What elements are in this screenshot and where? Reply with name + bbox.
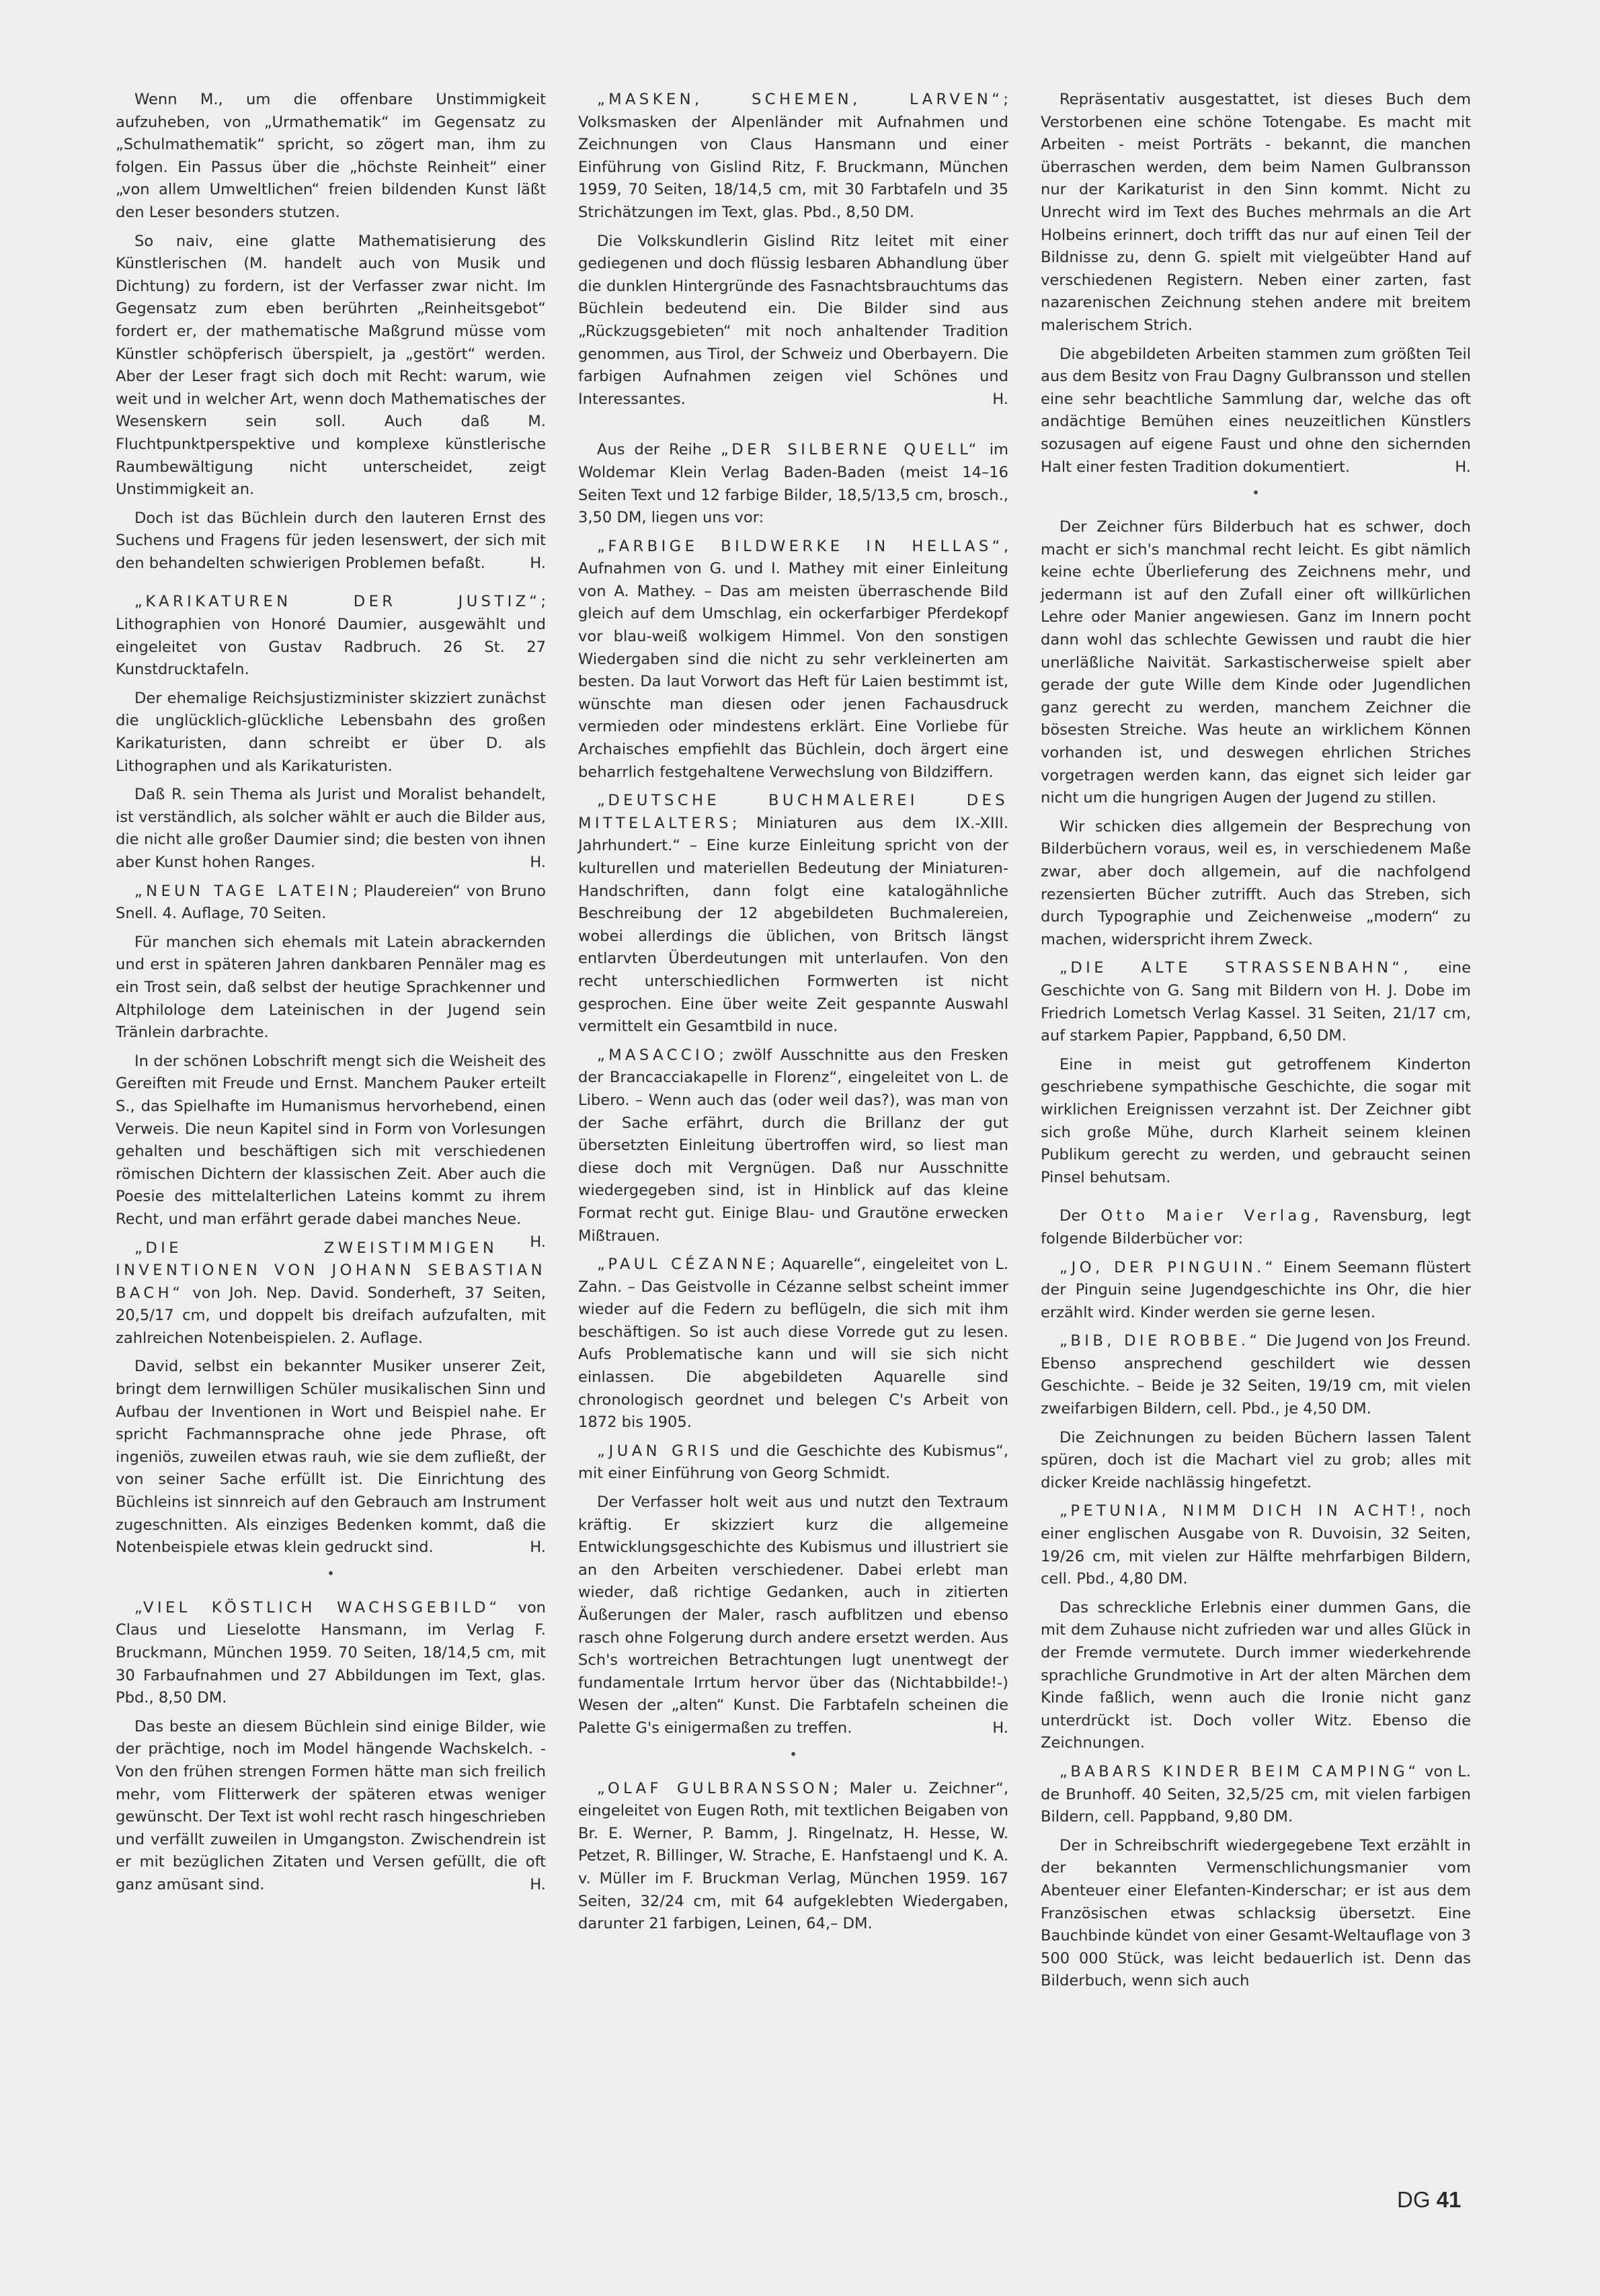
review-heading-juan-gris: „JUAN GRIS und die Geschichte des Kubismus“, mit einer Einführung von Georg Schmidt.	[578, 1442, 1008, 1483]
review-text: Wenn M., um die offenbare Unstimmigkeit aufzuheben, von „Urmathematik“ im Gegensatz zu „Schulmathematik“ spricht, so zögert man, ihm zu folgen. Ein Passus über die „höchste Reinheit“ einer „von allem Umweltlichen“ freien bildenden Kunst läßt den Leser besonders stutzen.	[116, 91, 546, 221]
book-title: „KARIKATUREN DER JUSTIZ“	[134, 593, 541, 611]
review-text: Das beste an diesem Büchlein sind einige Bilder, wie der prächtige, noch im Model hängende Wachskelch. - Von den frühen strengen Formen hätte man sich freilich mehr, vom Flitterwerk der späteren etwas weniger gewünscht. Der Text ist wohl recht rasch hingeschrieben und verfällt zuweilen in Umgangston. Zwischendrein ist er mit bezüglichen Zitaten und Versen gefüllt, die oft ganz amüsant sind. H.	[116, 1716, 546, 1897]
page-number	[1397, 2187, 1461, 2213]
book-title: „VIEL KÖSTLICH WACHSGEBILD“	[134, 1598, 501, 1616]
separator-bullet: •	[327, 1565, 335, 1582]
review-heading-wachsgebild: „VIEL KÖSTLICH WACHSGEBILD“ von Claus und Lieselotte Hansmann, im Verlag F. Bruckmann, München 1959. 70 Seiten, 18/14,5 cm, mit 30 Farbaufnahmen und 27 Abbildungen im Text, glas. Pbd., 8,50 DM.	[116, 1598, 546, 1707]
review-heading-masken: „MASKEN, SCHEMEN, LARVEN“; Volksmasken der Alpenländer mit Aufnahmen und Zeichnungen von Claus Hansmann und einer Einführung von Gislind Ritz, F. Bruckmann, München 1959, 70 Seiten, 18/14,5 cm, mit 30 Farbtafeln und 35 Strichätzungen im Text, glas. Pbd., 8,50 DM.	[578, 91, 1008, 221]
publisher-name: Otto Maier Verlag	[1101, 1207, 1314, 1225]
series-intro: Aus der Reihe „DER SILBERNE QUELL“ im Woldemar Klein Verlag Baden-Baden (meist 14–16 Seiten Text und 12 farbige Bilder, 18,5/13,5 cm, brosch., 3,50 DM, liegen uns vor:	[578, 441, 1008, 527]
review-text: Der ehemalige Reichsjustizminister skizziert zunächst die unglücklich-glückliche Lebensbahn des großen Karikaturisten, dann schreibt er über D. als Lithographen und als Karikaturisten.	[116, 689, 546, 775]
book-title: „DIE ZWEISTIMMIGEN INVENTIONEN VON JOHANN SEBASTIAN BACH“	[116, 1239, 546, 1302]
review-text: So naiv, eine glatte Mathematisierung des Künstlerischen (M. handelt auch von Musik und Dichtung) zu fordern, ist der Verfasser zwar nicht. Im Gegensatz zum eben berührten „Reinheitsgebot“ fordert er, der mathematische Maßgrund müsse vom Künstler schöpferisch überspielt, ja „gestört“ werden. Aber der Leser fragt sich doch mit Recht: warum, wie weit und in welcher Art, wenn doch Mathematisches der Wesenskern sein soll. Auch daß M. Fluchtpunktperspektive und komplexe künstlerische Raumbewältigung nicht unterscheidet, zeigt Unstimmigkeit an.	[116, 232, 546, 499]
author-initial: H.	[1455, 458, 1471, 476]
review-heading-hellas: „FARBIGE BILDWERKE IN HELLAS“, Aufnahmen von G. und I. Mathey mit einer Einleitung von A. Mathey. – Das am meisten überraschende Bild gleich auf dem Umschlag, ein ockerfarbiger Pferdekopf vor blau-weiß wolkigem Himmel. Von den sonstigen Wiedergaben sind die nicht zu sehr verkleinerten am besten. Da laut Vorwort das Heft für Laien bestimmt ist, wünschte man diesen oder jenen Fachausdruck vermieden oder mindestens erklärt. Eine Vorliebe für Archaisches empfiehlt das Büchlein, doch ärgert eine beharrlich festgehaltene Verwechslung von Bildziffern.	[578, 537, 1008, 781]
review-text: Das schreckliche Erlebnis einer dummen Gans, die mit dem Zuhause nicht zufrieden war und alles Glück in der Fremde vermutete. Durch immer wiederkehrende sprachliche Grundmotive in Art der alten Märchen dem Kinde faßlich, wenn auch die Ironie nicht ganz unterdrückt ist. Doch voller Witz. Ebenso die Zeichnungen.	[1041, 1598, 1471, 1752]
author-initial: H.	[530, 1539, 546, 1557]
review-heading-inventionen: „DIE ZWEISTIMMIGEN INVENTIONEN VON JOHANN SEBASTIAN BACH“ von Joh. Nep. David. Sonderheft, 37 Seiten, 20,5/17 cm, und doppelt bis dreifach aufzufalten, mit zahlreichen Notenbeispielen. 2. Auflage.	[116, 1239, 546, 1347]
magazine-abbrev: DG	[1397, 2187, 1431, 2212]
review-text: Die Zeichnungen zu beiden Büchern lassen Talent spüren, doch ist die Machart viel zu grob; alles mit dicker Kreide nachlässig hingefetzt.	[1041, 1428, 1471, 1491]
book-title: „BIB, DIE ROBBE.“	[1059, 1332, 1261, 1350]
page-number-value: 41	[1436, 2187, 1462, 2212]
review-text: David, selbst ein bekannter Musiker unserer Zeit, bringt dem lernwilligen Schüler musikalischen Sinn und Aufbau der Inventionen in Wort und Beispiel nahe. Er spricht Fachmannsprache ohne jede Phrase, oft ingeniös, zuweilen etwas rauh, wie sie dem zufließt, der von seiner Sache erfüllt ist. Die Einrichtung des Büchleins ist sinnreich auf den Gebrauch am Instrument zugeschnitten. Als einziges Bedenken kommt, daß die Notenbeispiele etwas klein gedruckt sind. H.	[116, 1356, 546, 1559]
review-text: Der in Schreibschrift wiedergegebene Text erzählt in der bekannten Vermenschlichungsmanier vom Abenteuer einer Elefanten-Kinderschar; er ist aus dem Französischen etwas schlacksig übersetzt. Eine Bauchbinde kündet von einer Gesamt-Weltauflage von 3 500 000 Stück, was leicht bedauerlich ist. Denn das Bilderbuch, wenn sich auch	[1041, 1836, 1471, 1990]
review-text: Die abgebildeten Arbeiten stammen zum größten Teil aus dem Besitz von Frau Dagny Gulbransson und stellen eine sehr beachtliche Sammlung dar, welche das oft andächtige Bemühen eines neuzeitlichen Künstlers sozusagen auf eigene Faust und ohne den sichernden Halt einer festen Tradition dokumentiert. H.	[1041, 343, 1471, 479]
review-heading-robbe: „BIB, DIE ROBBE.“ Die Jugend von Jos Freund. Ebenso ansprechend geschildert wie dessen Geschichte. – Beide je 32 Seiten, 19/19 cm, mit vielen zweifarbigen Bildern, cell. Pbd., je 4,50 DM.	[1041, 1332, 1471, 1418]
review-text: Repräsentativ ausgestattet, ist dieses Buch dem Verstorbenen eine schöne Totengabe. Es macht mit Arbeiten - meist Porträts - bekannt, die manchen überraschen werden, dem beim Namen Gulbransson nur der Karikaturist in den Sinn kommt. Nicht zu Unrecht wird im Text des Buches mehrmals an die Art Holbeins erinnert, doch trifft das nur auf einen Teil der Bildnisse zu, denn G. spielt mit vielgeübter Hand auf verschiedenen Registern. Neben einer zarten, fast nazarenischen Zeichnung stehen andere mit breitem malerischem Strich.	[1041, 91, 1471, 334]
column-right	[1041, 89, 1471, 1999]
review-heading-karikaturen: „KARIKATUREN DER JUSTIZ“; Lithographien von Honoré Daumier, ausgewählt und eingeleitet von Gustav Radbruch. 26 St. 27 Kunstdrucktafeln.	[116, 593, 546, 679]
review-heading-cezanne: „PAUL CÉZANNE; Aquarelle“, eingeleitet von L. Zahn. – Das Geistvolle in Cézanne selbst scheint immer wieder auf die Federn zu beflügeln, die sich mit ihm beschäftigen. So ist auch diese Vorrede gut zu lesen. Aufs Problematische kann und will sie sich nicht einlassen. Die abgebildeten Aquarelle sind chronologisch geordnet und belegen C's Arbeit von 1872 bis 1905.	[578, 1256, 1008, 1432]
book-title: „NEUN TAGE LATEIN	[134, 882, 353, 900]
review-heading-pinguin: „JO, DER PINGUIN.“ Einem Seemann flüstert der Pinguin seine Jugendgeschichte ins Ohr, die hier erzählt wird. Kinder werden sie gerne lesen.	[1041, 1258, 1472, 1321]
review-text: Daß R. sein Thema als Jurist und Moralist behandelt, ist verständlich, als solcher wählt er auch die Bilder aus, die nicht alle großer Daumier sind; die besten von ihnen aber Kunst hohen Ranges. H.	[116, 784, 546, 874]
review-heading-masaccio: „MASACCIO; zwölf Ausschnitte aus den Fresken der Brancacciakapelle in Florenz“, eingeleitet von L. de Libero. – Wenn auch das (oder weil das?), was man von der Sache erfährt, durch die Brillanz der gut übersetzten Einleitung übertroffen wird, so liest man diese doch mit Vergnügen. Daß nur Ausschnitte wiedergegeben sind, ist in Hinblick auf das kleine Format recht gut. Einige Blau- und Grautöne erwecken Mißtrauen.	[578, 1046, 1008, 1245]
review-heading-babar: „BABARS KINDER BEIM CAMPING“ von L. de Brunhoff. 40 Seiten, 32,5/25 cm, mit vielen farbigen Bildern, cell. Pappband, 9,80 DM.	[1041, 1762, 1471, 1826]
column-left	[116, 89, 546, 1903]
book-title: „MASACCIO	[597, 1046, 719, 1064]
review-text: Für manchen sich ehemals mit Latein abrackernden und erst in späteren Jahren dankbaren Pennäler mag es ein Trost sein, daß selbst der heutige Sprachkenner und Altphilologe dem Lateinischen in der Jugend sein Tränlein darbrachte.	[116, 933, 546, 1042]
book-title: „MASKEN, SCHEMEN, LARVEN“	[597, 91, 1004, 108]
book-title: „FARBIGE BILDWERKE IN HELLAS“	[597, 537, 1004, 555]
review-text: Wir schicken dies allgemein der Besprechung von Bilderbüchern voraus, weil es, in verschiedenem Maße zwar, aber doch allgemein, auf die nachfolgend rezensierten Bücher zutrifft. Auch das Streben, sich durch Typographie und Zeichenweise „modern“ zu machen, widerspricht ihrem Zweck.	[1041, 817, 1471, 948]
review-text: Doch ist das Büchlein durch den lauteren Ernst des Suchens und Fragens für jeden lesenswert, der sich mit den behandelten schwierigen Problemen befaßt. H.	[116, 507, 546, 575]
review-heading-strassenbahn: „DIE ALTE STRASSENBAHN“, eine Geschichte von G. Sang mit Bildern von H. J. Dobe im Friedrich Lometsch Verlag Kassel. 31 Seiten, 21/17 cm, auf starkem Papier, Pappband, 6,50 DM.	[1041, 959, 1472, 1045]
review-heading-neun-tage-latein: „NEUN TAGE LATEIN; Plaudereien“ von Bruno Snell. 4. Auflage, 70 Seiten.	[116, 882, 546, 923]
author-initial: H.	[992, 1719, 1008, 1737]
book-title: „DIE ALTE STRASSENBAHN“	[1059, 959, 1404, 977]
review-text: In der schönen Lobschrift mengt sich die Weisheit des Gereiften mit Freude und Ernst. Manchem Pauker erteilt S., das Spielhafte im Humanismus hervorhebend, einen Verweis. Die neun Kapitel sind in Form von Vorlesungen gehalten und beschäftigen sich mit verschiedenen römischen Dichtern der klassischen Zeit. Aber auch die Poesie des mittelalterlichen Lateins kommt zu ihrem Recht, und man erfährt gerade dabei manches Neue. H.	[116, 1051, 546, 1231]
author-initial: H.	[530, 854, 546, 871]
author-initial: H.	[530, 554, 546, 572]
review-text: Der Verfasser holt weit aus und nutzt den Textraum kräftig. Er skizziert kurz die allgemeine Entwicklungsgeschichte des Kubismus und illustriert sie an den Arbeiten verschiedener. Dabei erlebt man wieder, daß richtige Gedanken, auch in zitierten Äußerungen der Maler, rasch aufblitzen und ebenso rasch ohne Folgerung durch andere ersetzt werden. Aus Sch's wortreichen Betrachtungen lugt unentwegt der fundamentale Irrtum hervor über das (Nichtabbilde!-) Wesen der „alten“ Kunst. Die Farbtafeln scheinen die Palette G's einigermaßen zu treffen. H.	[578, 1491, 1008, 1740]
publisher-intro: Der Otto Maier Verlag, Ravensburg, legt folgende Bilderbücher vor:	[1041, 1207, 1471, 1247]
author-initial: H.	[530, 1875, 546, 1893]
book-title: „JUAN GRIS	[597, 1442, 723, 1460]
book-title: „BABARS KINDER BEIM CAMPING“	[1059, 1762, 1420, 1780]
book-title: „JO, DER PINGUIN.“	[1059, 1258, 1277, 1276]
author-initial: H.	[992, 390, 1008, 408]
book-title: „OLAF GULBRANSSON	[597, 1779, 834, 1797]
separator-bullet: •	[1252, 485, 1260, 501]
review-heading-gulbransson: „OLAF GULBRANSSON; Maler u. Zeichner“, eingeleitet von Eugen Roth, mit textlichen Beigaben von Br. E. Werner, P. Bamm, J. Ringelnatz, H. Hesse, W. Petzet, R. Billinger, W. Strache, E. Hanfstaengl und K. A. v. Müller im F. Bruckman Verlag, München 1959. 167 Seiten, 32/24 cm, mit 64 aufgeklebten Wiedergaben, darunter 21 farbigen, Leinen, 64,– DM.	[578, 1779, 1009, 1933]
series-title: „DER SILBERNE QUELL“	[720, 441, 980, 459]
review-heading-buchmalerei: „DEUTSCHE BUCHMALEREI DES MITTELALTERS; Miniaturen aus dem IX.-XIII. Jahrhundert.“ – Eine kurze Einleitung spricht von der kulturellen und materiellen Bedeutung der Miniaturen-Handschriften, dann folgt eine katalogähnliche Beschreibung der 12 abgebildeten Buchmalereien, wobei allerdings die üblichen, von Britsch längst entlarvten Überdeutungen mit unterlaufen. Von den recht unterschiedlichen Formwerten ist nicht gesprochen. Eine über weite Zeit gespannte Auswahl vermittelt ein Gesamtbild in nuce.	[578, 792, 1008, 1036]
book-title: „DEUTSCHE BUCHMALEREI DES MITTELALTERS	[578, 792, 1008, 832]
review-text: Die Volkskundlerin Gislind Ritz leitet mit einer gediegenen und doch flüssig lesbaren Abhandlung über die dunklen Hintergründe des Fasnachtsbrauchtums das Büchlein bedeutend ein. Die Bilder sind aus „Rückzugsgebieten“ mit noch anhaltender Tradition genommen, aus Tirol, der Schweiz und Oberbayern. Die farbigen Aufnahmen zeigen viel Schönes und Interessantes. H.	[578, 231, 1008, 411]
book-title: „PETUNIA, NIMM DICH IN ACHT!	[1059, 1502, 1421, 1520]
author-initial: H.	[530, 1233, 546, 1251]
column-middle	[578, 89, 1008, 1942]
book-title: „PAUL CÉZANNE	[597, 1256, 770, 1274]
review-text: Eine in meist gut getroffenem Kinderton geschriebene sympathische Geschichte, die sogar mit wirklichen Ereignissen verzahnt ist. Der Zeichner gibt sich große Mühe, durch Klarheit seinem kleinen Publikum gerecht zu werden, und gebraucht seinen Pinsel behutsam.	[1041, 1055, 1471, 1186]
separator-bullet: •	[789, 1746, 797, 1762]
review-heading-petunia: „PETUNIA, NIMM DICH IN ACHT!, noch einer englischen Ausgabe von R. Duvoisin, 32 Seiten, 19/26 cm, mit vielen zur Hälfte mehrfarbigen Bildern, cell. Pbd., 4,80 DM.	[1041, 1502, 1471, 1588]
review-text: Der Zeichner fürs Bilderbuch hat es schwer, doch macht er sich's manchmal recht leicht. Es gibt nämlich keine echte Überlieferung des Zeichnens mehr, und jedermann ist auf den Zufall einer oft willkürlichen Lehre oder Manier angewiesen. Ganz im Innern pocht dann wohl das schlechte Gewissen und raubt die hier unerläßliche Naivität. Sarkastischerweise spielt aber gerade der gute Wille dem Kinde oder Jugendlichen ganz gerecht zu werden, manchem Zeichner die bösesten Streiche. Was heute an wirklichem Können vorhanden ist, und deswegen ehrlichen Striches vorgetragen werden kann, das eignet sich leider gar nicht um die hungrigen Augen der Jugend zu stillen.	[1041, 518, 1471, 807]
